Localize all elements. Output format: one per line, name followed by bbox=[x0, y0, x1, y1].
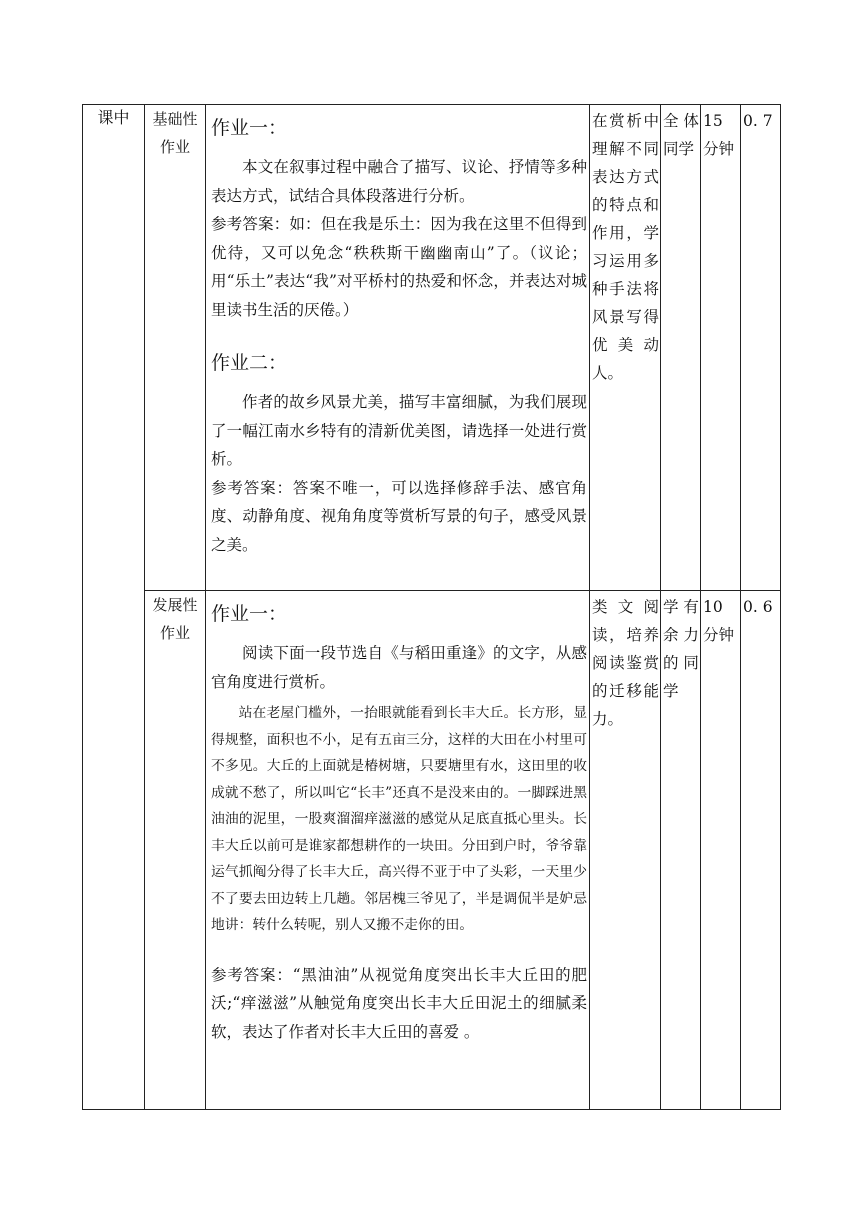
homework-design-table bbox=[82, 104, 781, 1110]
difficulty-value: 0. 7 bbox=[743, 112, 773, 130]
assignment-answer: 参考答案：如：但在我是乐土：因为我在这里不但得到优待，又可以免念“秩秩斯干幽幽南山”了。（议论；用“乐土”表达“我”对平桥村的热爱和怀念，并表达对城里读书生活的厌倦。） bbox=[211, 215, 587, 319]
table-row-development bbox=[83, 591, 781, 1110]
difficulty-cell-basic bbox=[741, 105, 781, 591]
category-line: 基础性 bbox=[152, 110, 198, 128]
goal-cell-basic bbox=[590, 105, 661, 591]
difficulty-cell-development bbox=[741, 591, 781, 1110]
assignment-question: 本文在叙事过程中融合了描写、议论、抒情等多种表达方式，试结合具体段落进行分析。 bbox=[211, 158, 587, 205]
assignment-answer: 参考答案：答案不唯一，可以选择修辞手法、感官角度、动静角度、视角角度等赏析写景的句子，感受风景之美。 bbox=[211, 478, 587, 554]
reading-excerpt: 站在老屋门槛外，一抬眼就能看到长丰大丘。长方形，显得规整，面积也不小，足有五亩三分，这样的大田在小村里可不多见。大丘的上面就是椿树塘，只要塘里有水，这田里的收成就不愁了，所以叫它“长丰”还真不是没来由的。一脚踩进黑油油的泥里，一股爽溜溜痒滋滋的感觉从足底直抵心里头。长丰大丘以前可是谁家都想耕作的一块田。分田到户时，爷爷靠运气抓阄分得了长丰大丘，高兴得不亚于中了头彩，一天里少不了要去田边转上几趟。邻居槐三爷见了，半是调侃半是妒忌地讲：转什么转呢，别人又搬不走你的田。 bbox=[211, 705, 587, 933]
category-line: 作业 bbox=[159, 624, 190, 642]
time-estimate: 15 分钟 bbox=[703, 112, 735, 158]
content-cell-development bbox=[206, 591, 590, 1110]
assignment-title: 作业二： bbox=[211, 352, 288, 374]
time-estimate: 10 分钟 bbox=[703, 598, 735, 644]
target-cell-development bbox=[661, 591, 701, 1110]
assignment-question: 阅读下面一段节选自《与稻田重逢》的文字，从感官角度进行赏析。 bbox=[211, 644, 587, 691]
assignment-answer: 参考答案：“黑油油”从视觉角度突出长丰大丘田的肥沃;“痒滋滋”从触觉角度突出长丰大丘田泥土的细腻柔软，表达了作者对长丰大丘田的喜爱 。 bbox=[211, 965, 587, 1041]
category-line: 发展性 bbox=[152, 596, 198, 614]
design-goal: 类 文 阅读，培养阅读鉴赏的迁移能力。 bbox=[592, 598, 659, 728]
content-cell-basic bbox=[206, 105, 590, 591]
assignment-question: 作者的故乡风景尤美，描写丰富细腻，为我们展现了一幅江南水乡特有的清新优美图，请选择一处进行赏析。 bbox=[211, 393, 587, 468]
assignment-title: 作业一： bbox=[211, 117, 288, 139]
table-row-basic bbox=[83, 105, 781, 591]
assignment-title: 作业一： bbox=[211, 603, 288, 625]
period-cell: 课中 bbox=[83, 105, 145, 1110]
category-cell-development bbox=[145, 591, 206, 1110]
design-goal: 在赏析中理解不同表达方式的特点和作用，学习运用多种手法将风景写得优 美 动人。 bbox=[592, 112, 659, 382]
difficulty-value: 0. 6 bbox=[743, 598, 773, 616]
time-cell-development bbox=[701, 591, 741, 1110]
time-cell-basic bbox=[701, 105, 741, 591]
target-students: 全 体同学 bbox=[663, 112, 699, 158]
category-line: 作业 bbox=[159, 138, 190, 156]
target-students: 学 有余 力的 同学 bbox=[663, 598, 699, 700]
target-cell-basic bbox=[661, 105, 701, 591]
category-cell-basic bbox=[145, 105, 206, 591]
goal-cell-development bbox=[590, 591, 661, 1110]
